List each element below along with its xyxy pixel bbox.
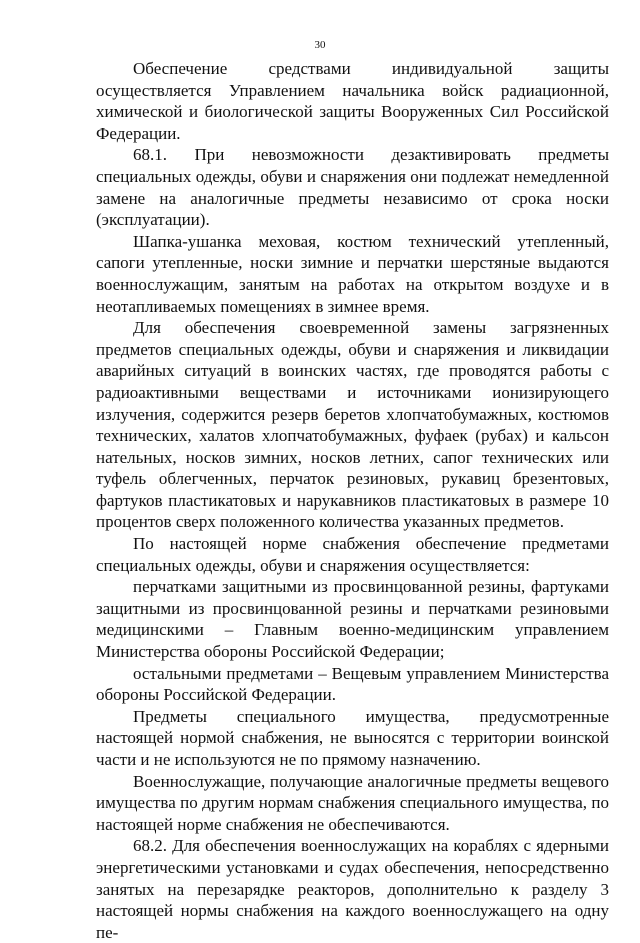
paragraph-other-norms: Военнослужащие, получающие аналогичные предметы вещевого имущества по другим нормам снабжения специального имущества, по настоящей норме снабжения не обеспечиваются. [96, 771, 609, 834]
paragraph-68-1: 68.1. При невозможности дезактивировать предметы специальных одежды, обуви и снаряжения они подлежат немедленной замене на аналогичные предметы независимо от срока носки (эксплуатации). [96, 145, 609, 230]
paragraph-supply-intro: По настоящей норме снабжения обеспечение предметами специальных одежды, обуви и снаряжения осуществляется: [96, 534, 609, 575]
paragraph-winter-items: Шапка-ушанка меховая, костюм технический утепленный, сапоги утепленные, носки зимние и перчатки шерстяные выдаются военнослужащим, занятым на работах на открытом воздухе и в неотапливаемых помещениях в зимнее время. [96, 231, 609, 316]
paragraph-68-2: 68.2. Для обеспечения военнослужащих на кораблях с ядерными энергетическими установками и судах обеспечения, непосредственно занятых на перезарядке реакторов, дополнительно к разделу 3 настоящей нормы снабжения на каждого военнослужащего на одну пе- [96, 836, 609, 942]
document-body [96, 58, 609, 943]
page-number: 30 [314, 39, 326, 51]
paragraph-medical-directorate: перчатками защитными из просвинцованной резины, фартуками защитными из просвинцованной резины и перчатками резиновыми медицинскими – Главным военно-медицинским управлением Министерства обороны Российской Федерации; [96, 577, 609, 662]
paragraph-protection-supply: Обеспечение средствами индивидуальной защиты осуществляется Управлением начальника войск радиационной, химической и биологической защиты Вооруженных Сил Российской Федерации. [96, 59, 609, 143]
paragraph-special-property: Предметы специального имущества, предусмотренные настоящей нормой снабжения, не выносятся с территории воинской части и не используются не по прямому назначению. [96, 706, 609, 769]
paragraph-clothing-directorate: остальными предметами – Вещевым управлением Министерства обороны Российской Федерации. [96, 663, 609, 705]
paragraph-reserve: Для обеспечения своевременной замены загрязненных предметов специальных одежды, обуви и снаряжения и ликвидации аварийных ситуаций в воинских частях, где проводятся работы с радиоактивными веществами и источниками ионизирующего излучения, содержится резерв беретов хлопчатобумажных, костюмов технических, халатов хлопчатобумажных, фуфаек (рубах) и кальсон нательных, носков зимних, носков летних, сапог технических или туфель облегченных, перчаток резиновых, рукавиц брезентовых, фартуков пластикатовых и нарукавников пластикатовых в размере 10 процентов сверх положенного количества указанных предметов. [96, 318, 609, 532]
